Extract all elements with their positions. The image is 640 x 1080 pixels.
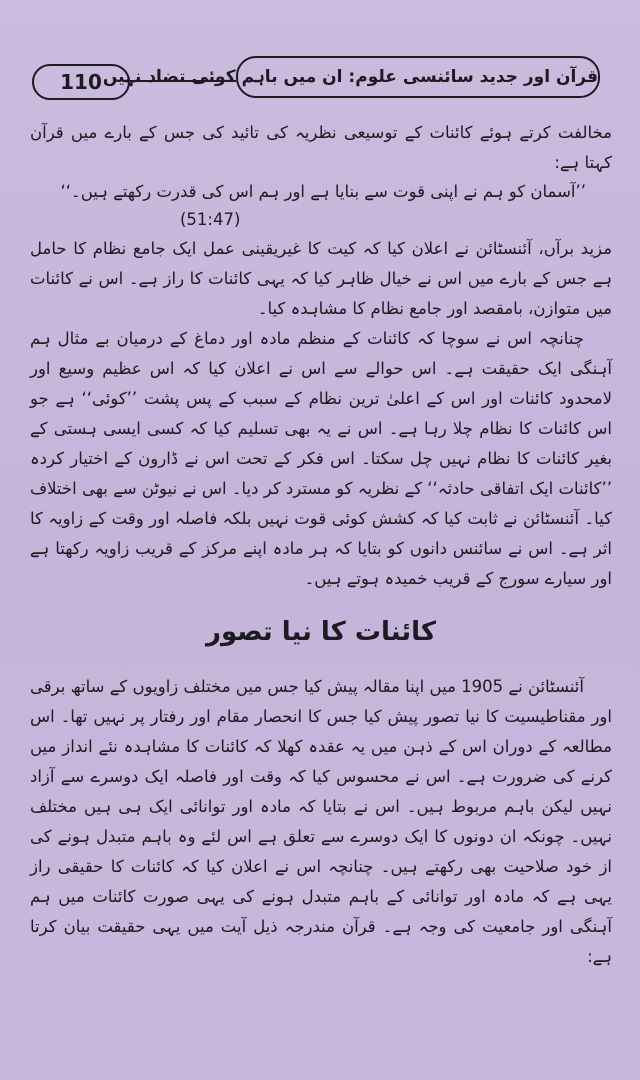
paragraph-1: مخالفت کرتے ہوئے کائنات کے توسیعی نظریہ کی تائید کی جس کے بارے میں قرآن کہتا ہے:: [30, 123, 612, 172]
quote-text: ’’آسمان کو ہم نے اپنی قوت سے بنایا ہے اور ہم اس کی قدرت رکھتے ہیں۔‘‘: [60, 182, 586, 201]
page-header: [22, 50, 620, 106]
paragraph-4: آئنسٹائن نے 1905 میں اپنا مقالہ پیش کیا جس میں مختلف زاویوں کے ساتھ برقی اور مقناطیسیت کا نیا تصور پیش کیا جس کا انحصار مقام اور رفتار پر نہیں تھا۔ اس مطالعہ کے دوران اس کے ذہن میں یہ عقدہ کھلا کہ کائنات کا مشاہدہ نئے انداز میں کرنے کی ضرورت ہے۔ اس نے محسوس کیا کہ وقت اور فاصلہ ایک دوسرے سے آزاد نہیں لیکن باہم مربوط ہیں۔ اس نے بتایا کہ مادہ اور توانائی ایک ہی ہیں مختلف نہیں۔ چونکہ ان دونوں کا ایک دوسرے سے تعلق ہے اس لئے وہ باہم متبدل ہونے کی از خود صلاحیت بھی رکھتے ہیں۔ چنانچہ اس نے اعلان کیا کہ کائنات کا حقیقی راز یہی ہے کہ مادہ اور توانائی کے باہم متبدل ہونے کی یہی صورت کائنات میں ہم آہنگی اور جامعیت کی وجہ ہے۔ قرآن مندرجہ ذیل آیت میں یہی حقیقت بیان کرتا ہے:: [30, 677, 612, 966]
page-body: [30, 118, 612, 972]
section-heading: کائنات کا نیا تصور: [206, 617, 436, 647]
quran-quote: [30, 178, 586, 234]
running-title: قرآن اور جدید سائنسی علوم: ان میں باہم کوئی تضاد نہیں: [236, 56, 600, 98]
page-number: 110: [32, 64, 130, 100]
paragraph-2: مزید برآں، آئنسٹائن نے اعلان کیا کہ کیت کا غیریقینی عمل ایک جامع نظام کا حامل ہے جس کے بارے میں اس نے خیال ظاہر کیا کہ یہی کائنات کا راز ہے۔ اس نے کائنات میں متوازن، بامقصد اور جامع نظام کا مشاہدہ کیا۔: [30, 239, 612, 318]
quote-reference: (51:47): [180, 210, 241, 229]
paragraph-3: چنانچہ اس نے سوچا کہ کائنات کے منظم مادہ اور دماغ کے درمیان بے مثال ہم آہنگی ایک حقیقت ہے۔ اس حوالے سے اس نے اعلان کیا کہ اس عظیم وسیع اور لامحدود کائنات اور اس کے اعلیٰ ترین نظام کے سبب کے پس پشت ’’کوئی‘‘ ہے جو اس کائنات کا نظام چلا رہا ہے۔ اس نے یہ بھی تسلیم کیا کہ کسی ایسی ہستی کے بغیر کائنات کا نظام نہیں چل سکتا۔ اس فکر کے تحت اس نے ڈارون کے اختیار کردہ ’’کائنات ایک اتفاقی حادثہ‘‘ کے نظریہ کو مسترد کر دیا۔ اس نے نیوٹن سے بھی اختلاف کیا۔ آئنسٹائن نے ثابت کیا کہ کشش کوئی قوت نہیں بلکہ فاصلہ اور وقت کے زاویہ کا اثر ہے۔ اس نے سائنس دانوں کو بتایا کہ ہر مادہ اپنے مرکز کے قریب زاویہ رکھتا ہے اور سیارے سورج کے قریب خمیدہ ہوتے ہیں۔: [29, 329, 612, 588]
